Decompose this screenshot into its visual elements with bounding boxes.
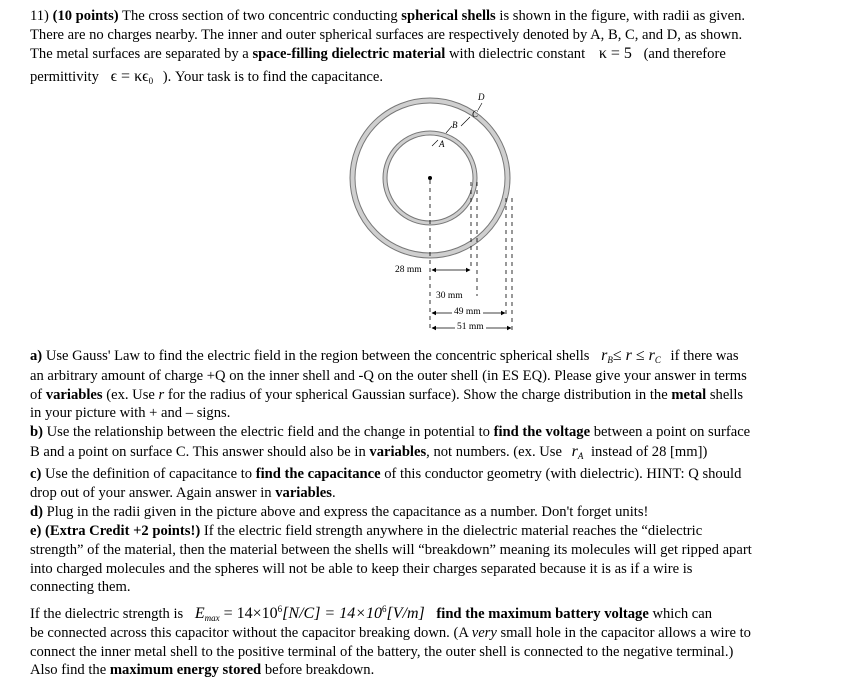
part-d-line-1: d) Plug in the radii given in the picture above and express the capacitance as a number. Don't forget units! <box>30 504 649 520</box>
part-b-line-2: B and a point on surface C. This answer should also be in variables, not numbers. (ex. Use $r_A$ instead of 28 [mm]) <box>30 443 708 461</box>
inequality-rb-r-rc: $r_B\le r \le r_C$ <box>601 347 661 365</box>
permittivity-equation: $\epsilon = \kappa\epsilon_0$ <box>110 68 154 86</box>
battery-line-2: be connected across this capacitor without the capacitor breaking down. (A very small hole in the capacitor allows a wire to <box>30 625 751 641</box>
kappa-equation: κ = 5 <box>598 45 632 62</box>
part-a-line-3: of variables (ex. Use r for the radius of your spherical Gaussian surface). Show the charge distribution in the metal shells <box>30 387 744 403</box>
dim-51mm: 51 mm <box>457 322 484 332</box>
part-c-label: c) <box>30 466 42 482</box>
part-a-label: a) <box>30 348 43 364</box>
part-c-line-2: drop out of your answer. Again answer in variables. <box>30 485 336 501</box>
problem-number: 11) <box>30 8 49 24</box>
label-d: D <box>478 92 485 102</box>
center-point <box>428 176 432 180</box>
part-c-line-1: c) Use the definition of capacitance to find the capacitance of this conductor geometry (with dielectric). HINT: Q should <box>30 466 742 482</box>
battery-line-3: connect the inner metal shell to the positive terminal of the battery, the outer shell is connected to the negative terminal.) <box>30 644 734 660</box>
battery-line-4: Also find the maximum energy stored before breakdown. <box>30 662 375 678</box>
intro-line-1: 11) (10 points) The cross section of two concentric conducting spherical shells is shown in the figure, with radii as given. <box>30 8 746 24</box>
intro-line-3: The metal surfaces are separated by a space-filling dielectric material with dielectric constant κ = 5 (and therefore <box>30 45 726 62</box>
label-b: B <box>452 120 458 130</box>
part-b-line-1: b) Use the relationship between the electric field and the change in potential to find the voltage between a point on surface <box>30 424 751 440</box>
dim-28mm: 28 mm <box>395 265 422 275</box>
part-a-line-1: a) Use Gauss' Law to find the electric field in the region between the concentric spherical shells $r_B\le r \le r_C$ if there was <box>30 347 739 365</box>
intro-line-2: There are no charges nearby. The inner and outer spherical surfaces are respectively denoted by A, B, C, and D, as shown. <box>30 27 743 43</box>
part-e-line-1: e) (Extra Credit +2 points!) If the electric field strength anywhere in the dielectric material reaches the “dielectric <box>30 523 703 539</box>
dim-30mm: 30 mm <box>436 291 463 301</box>
intro-line-4: permittivity $\epsilon = \kappa\epsilon_0$ ). Your task is to find the capacitance. <box>30 68 383 86</box>
part-e-line-3: into charged molecules and the spheres will not be able to keep their charges separated because it is as if a wire is <box>30 561 693 577</box>
part-a-line-4: in your picture with + and – signs. <box>30 405 231 421</box>
part-e-line-4: connecting them. <box>30 579 131 595</box>
part-e-line-2: strength” of the material, then the material between the shells will “breakdown” meaning its molecules will get ripped apart <box>30 542 752 558</box>
part-e-label: e) <box>30 523 42 539</box>
dielectric-strength-line: If the dielectric strength is $E_{max} = 14\times 10^6[N/C] = 14\times 10^6[V/m]$ find the maximum battery voltage which can <box>30 604 713 623</box>
part-d-label: d) <box>30 504 43 520</box>
part-a-line-2: an arbitrary amount of charge +Q on the inner shell and -Q on the outer shell (in ES EQ). Please give your answer in terms <box>30 368 747 384</box>
problem-points: (10 points) <box>52 8 119 24</box>
dim-49mm: 49 mm <box>454 307 481 317</box>
symbol-ra: $r_A$ <box>571 443 584 461</box>
emax-equation: $E_{max} = 14\times 10^6[N/C] = 14\times 10^6[V/m]$ <box>194 604 425 623</box>
label-a: A <box>439 139 445 149</box>
label-c: C <box>472 109 479 119</box>
part-b-label: b) <box>30 424 43 440</box>
